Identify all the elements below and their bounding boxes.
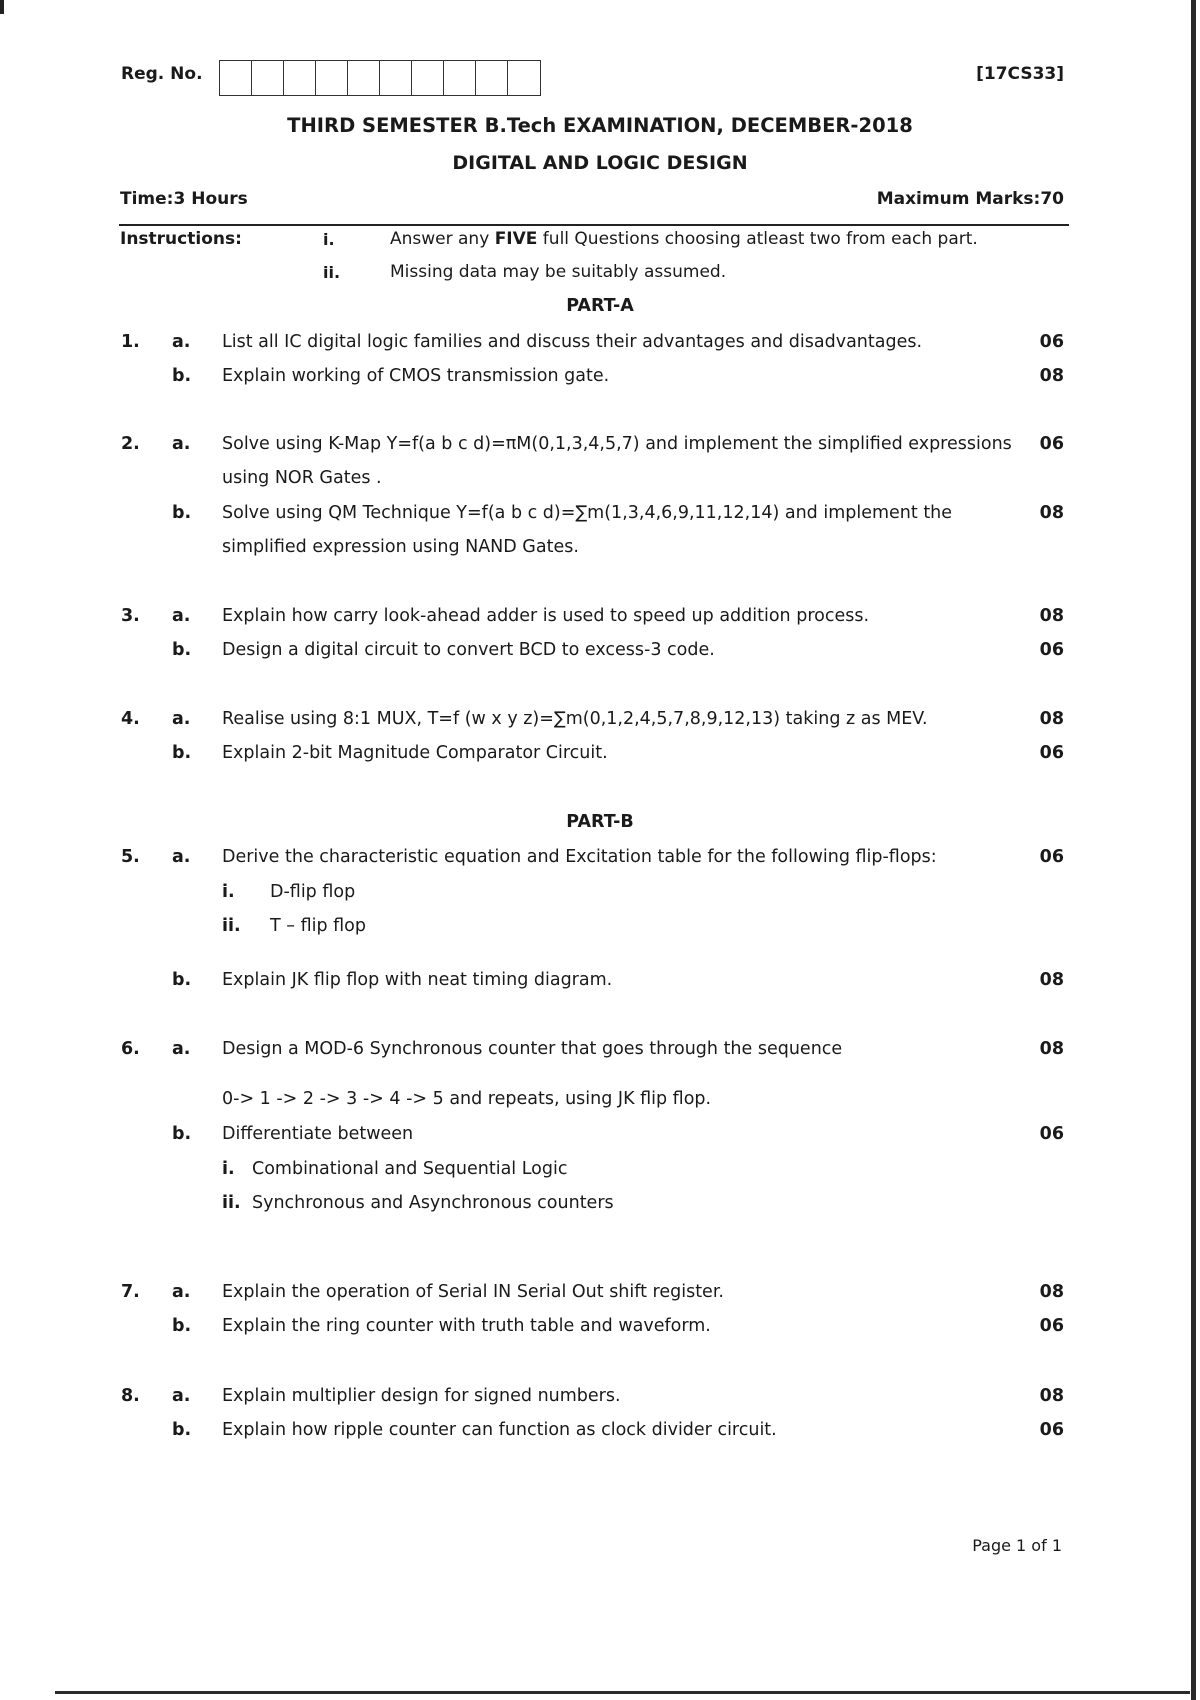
reg-no-box [252, 61, 284, 95]
question-marks: 08 [1039, 1039, 1064, 1059]
question-text: Explain how ripple counter can function as clock divider circuit. [222, 1420, 777, 1440]
subquestion-label: b. [172, 640, 192, 660]
subquestion-label: a. [172, 1282, 191, 1302]
option-text: Synchronous and Asynchronous counters [252, 1193, 614, 1213]
question-text: Explain how carry look-ahead adder is used to speed up addition process. [222, 606, 870, 626]
instructions-label: Instructions: [120, 229, 242, 249]
question-number: 5. [121, 847, 140, 867]
question-text: Explain multiplier design for signed numbers. [222, 1386, 621, 1406]
subquestion-label: b. [172, 1420, 192, 1440]
question-text-continued: 0-> 1 -> 2 -> 3 -> 4 -> 5 and repeats, using JK flip flop. [222, 1089, 712, 1109]
question-text: Derive the characteristic equation and Excitation table for the following flip-flops: [222, 847, 937, 867]
page-number: Page 1 of 1 [972, 1536, 1062, 1555]
question-marks: 08 [1039, 709, 1064, 729]
question-text: Solve using K-Map Y=f(a b c d)=πM(0,1,3,4,5,7) and implement the simplified expressions using NOR Gates . [222, 434, 1012, 488]
question-marks: 08 [1039, 366, 1064, 386]
option-number: i. [222, 882, 235, 902]
exam-title: THIRD SEMESTER B.Tech EXAMINATION, DECEMBER-2018 [287, 114, 913, 137]
question-marks: 06 [1039, 1316, 1064, 1336]
question-number: 1. [121, 332, 140, 352]
part-a-heading: PART-A [566, 296, 634, 316]
option-number: ii. [222, 1193, 241, 1213]
question-marks: 08 [1039, 1386, 1064, 1406]
reg-no-box [348, 61, 380, 95]
subquestion-label: a. [172, 847, 191, 867]
subquestion-label: a. [172, 1039, 191, 1059]
question-marks: 06 [1039, 434, 1064, 454]
subquestion-label: b. [172, 1124, 192, 1144]
subquestion-label: b. [172, 366, 192, 386]
question-marks: 06 [1039, 1420, 1064, 1440]
subject-title: DIGITAL AND LOGIC DESIGN [452, 152, 748, 174]
subquestion-label: b. [172, 1316, 192, 1336]
question-text: Solve using QM Technique Y=f(a b c d)=∑m(1,3,4,6,9,11,12,14) and implement the simplified expression using NAND Gates. [222, 503, 953, 557]
reg-no-box [444, 61, 476, 95]
scan-edge-right [1191, 0, 1196, 1700]
question-number: 2. [121, 434, 140, 454]
course-code: [17CS33] [976, 64, 1064, 84]
option-text: D-flip flop [270, 882, 356, 902]
maximum-marks: Maximum Marks:70 [876, 189, 1064, 209]
reg-no-box [476, 61, 508, 95]
question-number: 8. [121, 1386, 140, 1406]
question-text: Realise using 8:1 MUX, T=f (w x y z)=∑m(0,1,2,4,5,7,8,9,12,13) taking z as MEV. [222, 709, 928, 729]
question-marks: 08 [1039, 1282, 1064, 1302]
question-number: 3. [121, 606, 140, 626]
question-text: Explain 2-bit Magnitude Comparator Circuit. [222, 743, 608, 763]
question-text: Explain JK flip flop with neat timing diagram. [222, 970, 613, 990]
reg-no-box [508, 61, 540, 95]
question-text: Differentiate between [222, 1124, 414, 1144]
question-text: List all IC digital logic families and discuss their advantages and disadvantages. [222, 332, 923, 352]
subquestion-label: a. [172, 332, 191, 352]
reg-no-box [220, 61, 252, 95]
reg-no-box [412, 61, 444, 95]
question-text: Explain working of CMOS transmission gate. [222, 366, 610, 386]
question-marks: 06 [1039, 1124, 1064, 1144]
question-text: Explain the ring counter with truth table and waveform. [222, 1316, 711, 1336]
question-marks: 08 [1039, 970, 1064, 990]
subquestion-label: b. [172, 503, 192, 523]
option-text: Combinational and Sequential Logic [252, 1159, 568, 1179]
subquestion-label: b. [172, 743, 192, 763]
part-b-heading: PART-B [566, 812, 634, 832]
time-duration: Time:3 Hours [120, 189, 248, 209]
question-number: 6. [121, 1039, 140, 1059]
question-number: 4. [121, 709, 140, 729]
option-number: ii. [222, 916, 241, 936]
scan-edge-bottom [55, 1691, 1190, 1694]
question-marks: 06 [1039, 847, 1064, 867]
question-marks: 06 [1039, 743, 1064, 763]
question-marks: 06 [1039, 332, 1064, 352]
question-text: Design a digital circuit to convert BCD to excess-3 code. [222, 640, 715, 660]
question-number: 7. [121, 1282, 140, 1302]
question-marks: 08 [1039, 503, 1064, 523]
question-text: Explain the operation of Serial IN Serial Out shift register. [222, 1282, 724, 1302]
header-rule [119, 224, 1069, 226]
subquestion-label: a. [172, 434, 191, 454]
reg-no-label: Reg. No. [121, 64, 203, 84]
option-text: T – flip flop [270, 916, 366, 936]
reg-no-boxes [219, 60, 541, 96]
subquestion-label: a. [172, 606, 191, 626]
subquestion-label: b. [172, 970, 192, 990]
question-marks: 08 [1039, 606, 1064, 626]
reg-no-box [380, 61, 412, 95]
instruction-number: ii. [323, 263, 341, 282]
reg-no-box [284, 61, 316, 95]
reg-no-box [316, 61, 348, 95]
question-text: Design a MOD-6 Synchronous counter that goes through the sequence [222, 1039, 843, 1059]
scan-corner-mark [0, 0, 4, 14]
subquestion-label: a. [172, 1386, 191, 1406]
instruction-text: Answer any FIVE full Questions choosing atleast two from each part. [390, 229, 978, 249]
option-number: i. [222, 1159, 235, 1179]
instruction-text: Missing data may be suitably assumed. [390, 262, 727, 282]
instruction-number: i. [323, 230, 335, 249]
subquestion-label: a. [172, 709, 191, 729]
question-marks: 06 [1039, 640, 1064, 660]
